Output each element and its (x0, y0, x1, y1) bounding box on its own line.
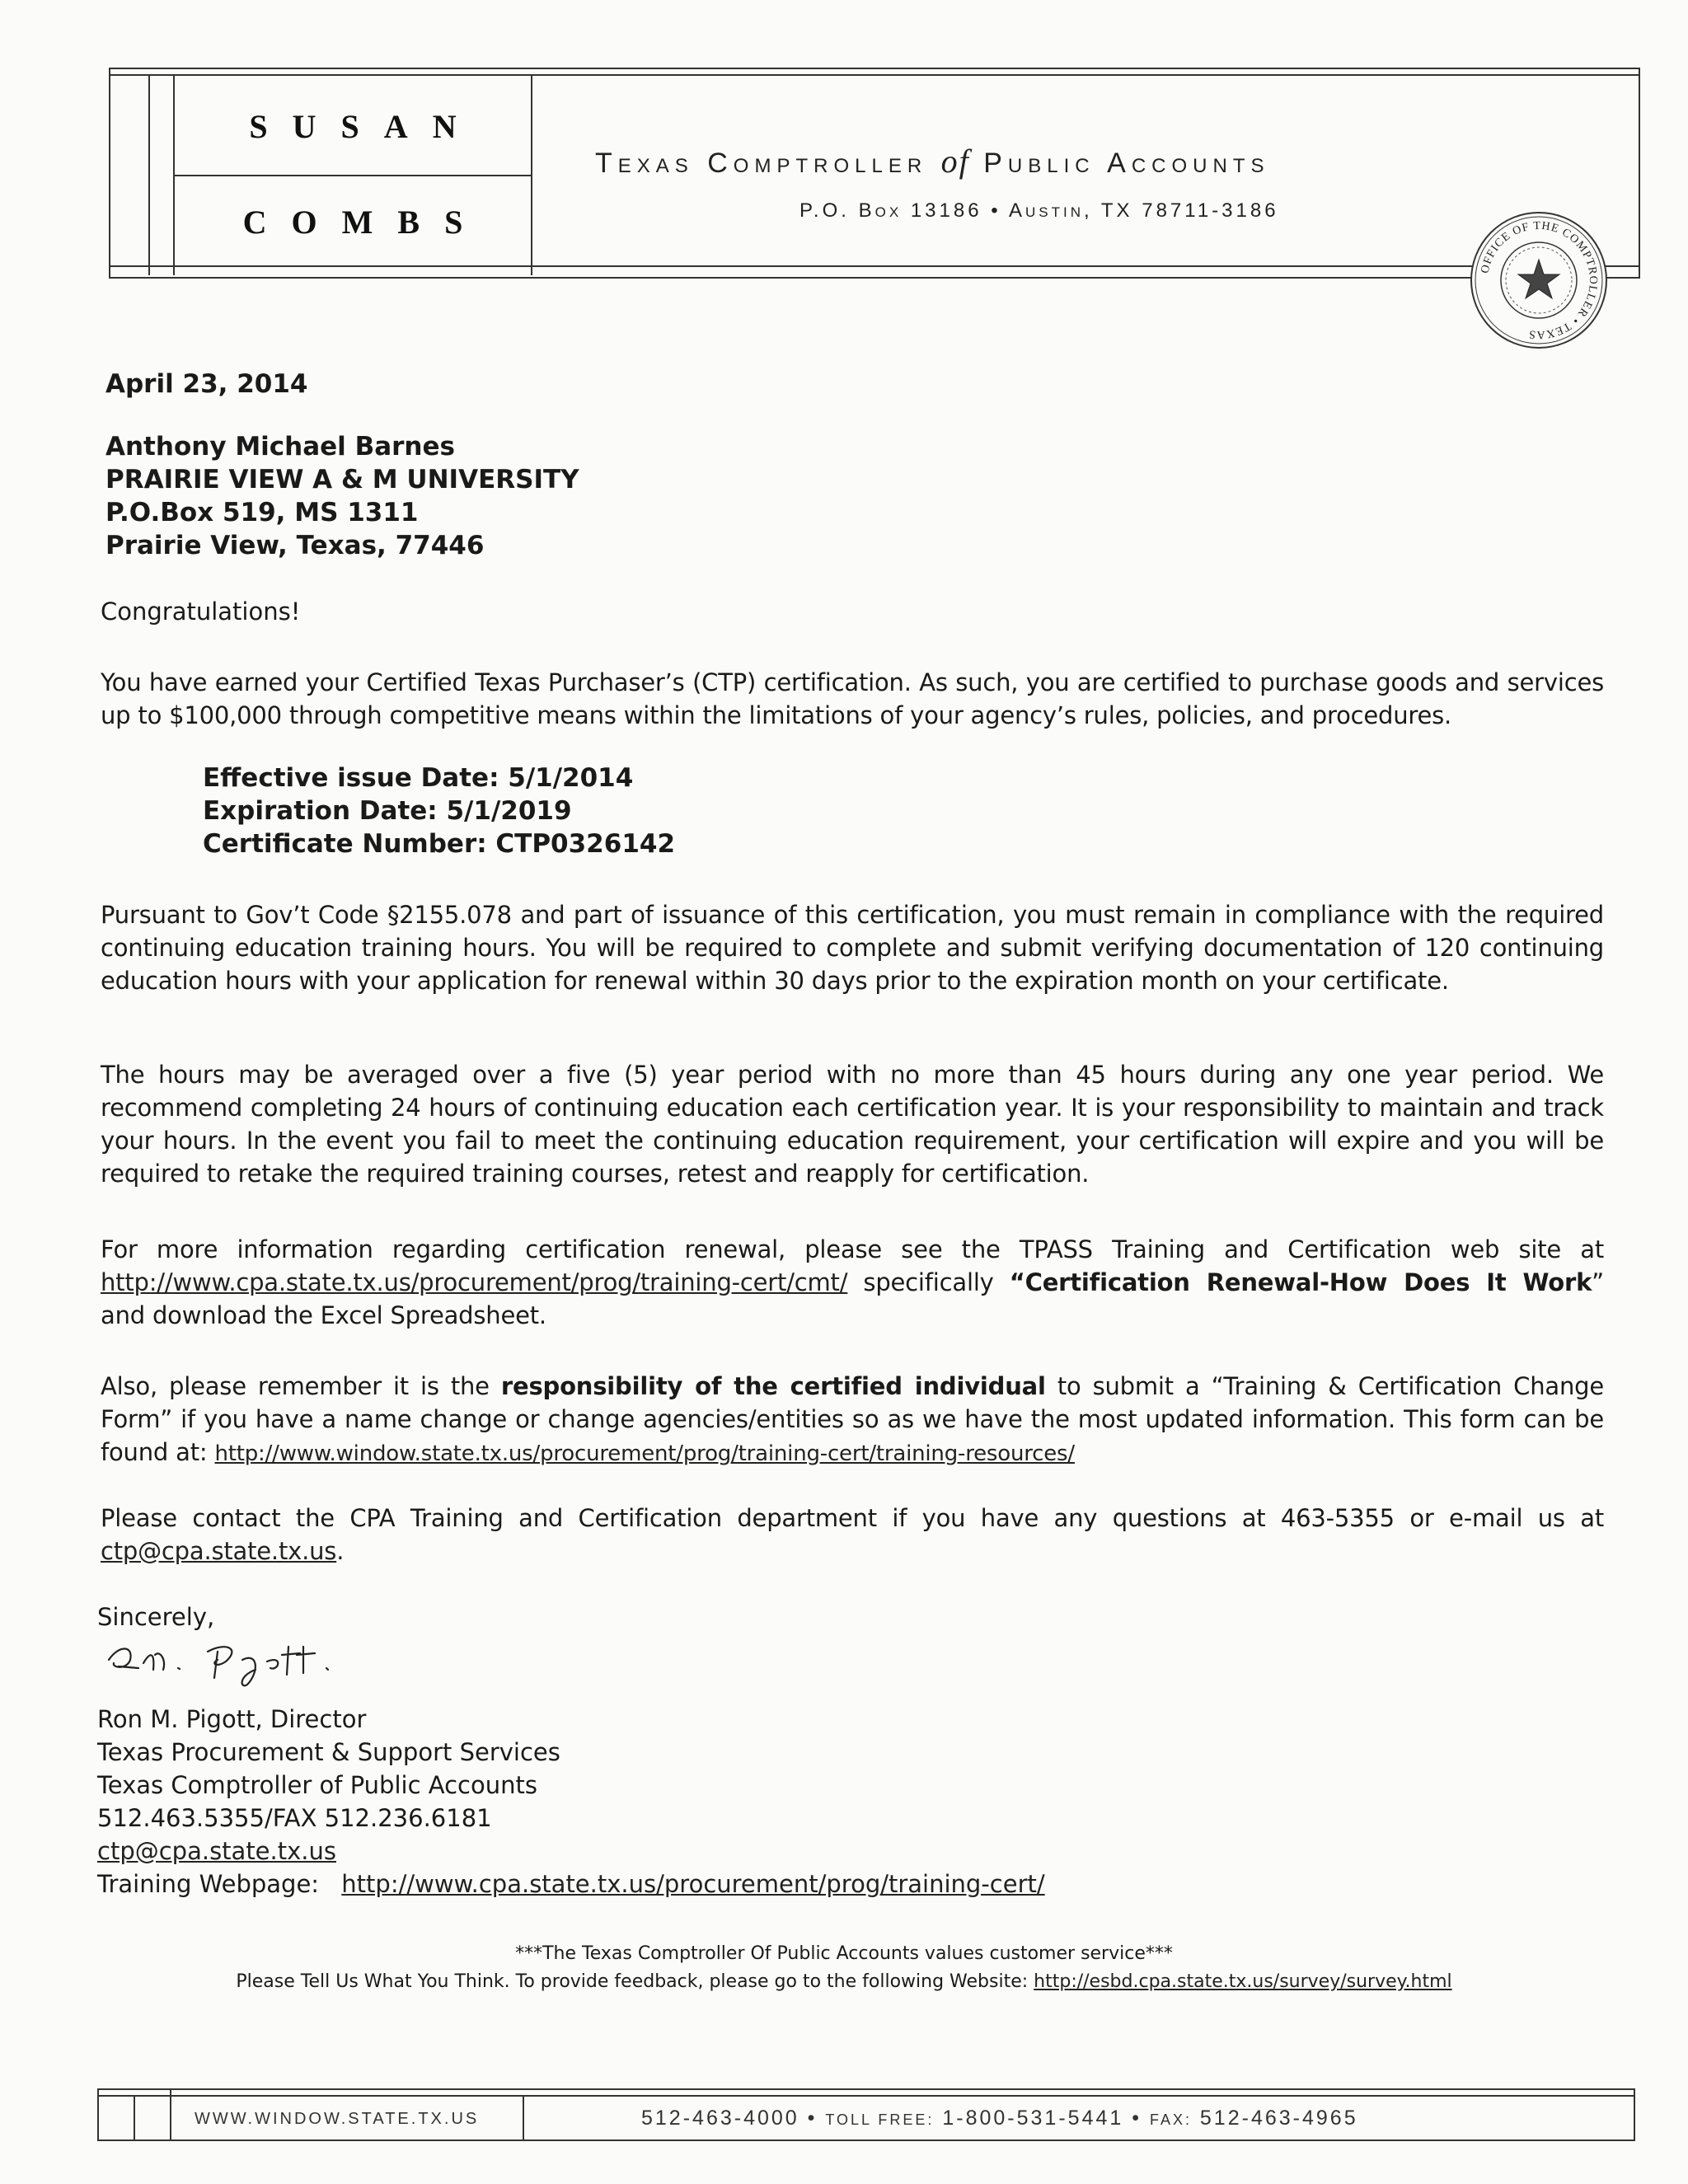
renewal-info-tail: ” and download the Excel Spreadsheet. (101, 1268, 1604, 1329)
agency-name-of: of (940, 143, 970, 180)
agency-name-part2: Public Accounts (983, 148, 1270, 179)
renewal-info-lead: For more information regarding certification renewal, please see the TPASS Training and Certification web site at (101, 1235, 1604, 1263)
paragraph-renewal-info (101, 1233, 1604, 1332)
footer-rule (97, 2095, 1635, 2097)
toll-free-number: 1-800-531-5441 (942, 2107, 1124, 2130)
feedback-text: Please Tell Us What You Think. To provide feedback, please go to the following Website: (236, 1971, 1029, 1992)
footer-side-bar (134, 2095, 135, 2139)
effective-date: Effective issue Date: 5/1/2014 (203, 763, 634, 793)
footer-side-bar-2 (170, 2088, 171, 2139)
footer-divider (523, 2095, 524, 2139)
customer-service-line: ***The Texas Comptroller Of Public Accounts values customer service*** (515, 1943, 1173, 1964)
training-webpage-link[interactable]: http://www.cpa.state.tx.us/procurement/prog/training-cert/ (341, 1870, 1045, 1898)
signature (102, 1627, 374, 1693)
comptroller-name-box (173, 74, 532, 275)
change-form-link[interactable]: http://www.window.state.tx.us/procurement/prog/training-cert/training-resources/ (214, 1441, 1075, 1466)
contact-footer-strip (97, 2088, 1635, 2141)
signer-email-link[interactable]: ctp@cpa.state.tx.us (97, 1837, 336, 1865)
training-webpage-line (97, 1868, 1045, 1900)
recipient-street: P.O.Box 519, MS 1311 (106, 498, 419, 527)
footer-phones: 512-463-4000 • TOLL FREE: 1-800-531-5441 • FAX: 512-463-4965 (641, 2107, 1358, 2130)
agency-name-part1: Texas Comptroller (595, 148, 928, 179)
renewal-info-bold: “Certification Renewal-How Does It Work (1009, 1268, 1592, 1296)
certificate-details (203, 762, 675, 860)
recipient-organization: PRAIRIE VIEW A & M UNIVERSITY (106, 465, 579, 494)
recipient-name: Anthony Michael Barnes (106, 432, 455, 462)
letterhead-side-bar (148, 74, 150, 275)
feedback-line (0, 1968, 1688, 1996)
closing: Sincerely, (97, 1603, 215, 1631)
signer-block (97, 1703, 1045, 1900)
renewal-info-mid: specifically (863, 1268, 994, 1296)
recipient-city: Prairie View, Texas, 77446 (106, 531, 485, 560)
footer-website: WWW.WINDOW.STATE.TX.US (195, 2110, 480, 2128)
signer-phone-fax: 512.463.5355/FAX 512.236.6181 (97, 1804, 492, 1832)
contact-email-link[interactable]: ctp@cpa.state.tx.us (101, 1537, 337, 1565)
signer-department: Texas Procurement & Support Services (97, 1738, 560, 1766)
paragraph-contact (101, 1502, 1604, 1568)
toll-free-label: TOLL FREE: (825, 2111, 935, 2128)
recipient-address (106, 430, 579, 562)
letterhead (109, 68, 1639, 280)
comptroller-last-name: COMBS (242, 204, 488, 241)
signer-name-title: Ron M. Pigott, Director (97, 1705, 367, 1733)
seal-text: OFFICE OF THE COMPTROLLER • TEXAS (1479, 219, 1600, 341)
contact-lead: Please contact the CPA Training and Certification department if you have any questions at 463-5355 or e-mail us at (101, 1504, 1604, 1532)
paragraph-continuing-education: Pursuant to Gov’t Code §2155.078 and part of issuance of this certification, you must remain in compliance with the required continuing education training hours. You will be required to complete and submit verifying documentation of 120 continuing education hours with your application for renewal within 30 days prior to the expiration month on your certificate. (101, 901, 1604, 995)
paragraph-certification: You have earned your Certified Texas Purchaser’s (CTP) certification. As such, you are certified to purchase goods and services up to $100,000 through competitive means within the limitations of your agency’s rules, policies, and procedures. (101, 668, 1604, 729)
greeting: Congratulations! (101, 598, 301, 626)
customer-service-note (0, 1940, 1688, 1996)
name-divider (175, 175, 531, 176)
agency-address: P.O. Box 13186 • Austin, TX 78711-3186 (799, 199, 1279, 222)
paragraph-change-form (101, 1370, 1604, 1470)
letter-date: April 23, 2014 (106, 369, 308, 399)
fax-number: 512-463-4965 (1199, 2107, 1358, 2130)
change-form-bold: responsibility of the certified individual (500, 1372, 1046, 1400)
paragraph-hours: The hours may be averaged over a five (5) year period with no more than 45 hours during any one year period. We recommend completing 24 hours of continuing education each certification year. It is your responsibility to maintain and track your hours. In the event you fail to meet the continuing education requirement, your certification will expire and you will be required to retake the required training courses, retest and reapply for certification. (101, 1061, 1604, 1188)
change-form-mid: to submit a “Training & Certification Change Form” if you have a name change or change agencies/entities so as we have the most updated information. This form can be found at: (101, 1372, 1604, 1466)
signer-agency: Texas Comptroller of Public Accounts (97, 1771, 537, 1799)
comptroller-first-name: SUSAN (249, 108, 481, 145)
survey-link[interactable]: http://esbd.cpa.state.tx.us/survey/survey.html (1034, 1971, 1452, 1992)
main-phone: 512-463-4000 (641, 2107, 799, 2130)
contact-tail: . (336, 1537, 345, 1565)
expiration-date: Expiration Date: 5/1/2019 (203, 796, 572, 826)
training-webpage-label: Training Webpage: (97, 1870, 320, 1898)
certificate-number: Certificate Number: CTP0326142 (203, 829, 676, 859)
agency-name (595, 142, 1601, 180)
comptroller-seal-icon (1469, 210, 1609, 350)
fax-label: FAX: (1149, 2111, 1192, 2128)
change-form-lead: Also, please remember it is the (101, 1372, 490, 1400)
renewal-link[interactable]: http://www.cpa.state.tx.us/procurement/prog/training-cert/cmt/ (101, 1268, 848, 1296)
